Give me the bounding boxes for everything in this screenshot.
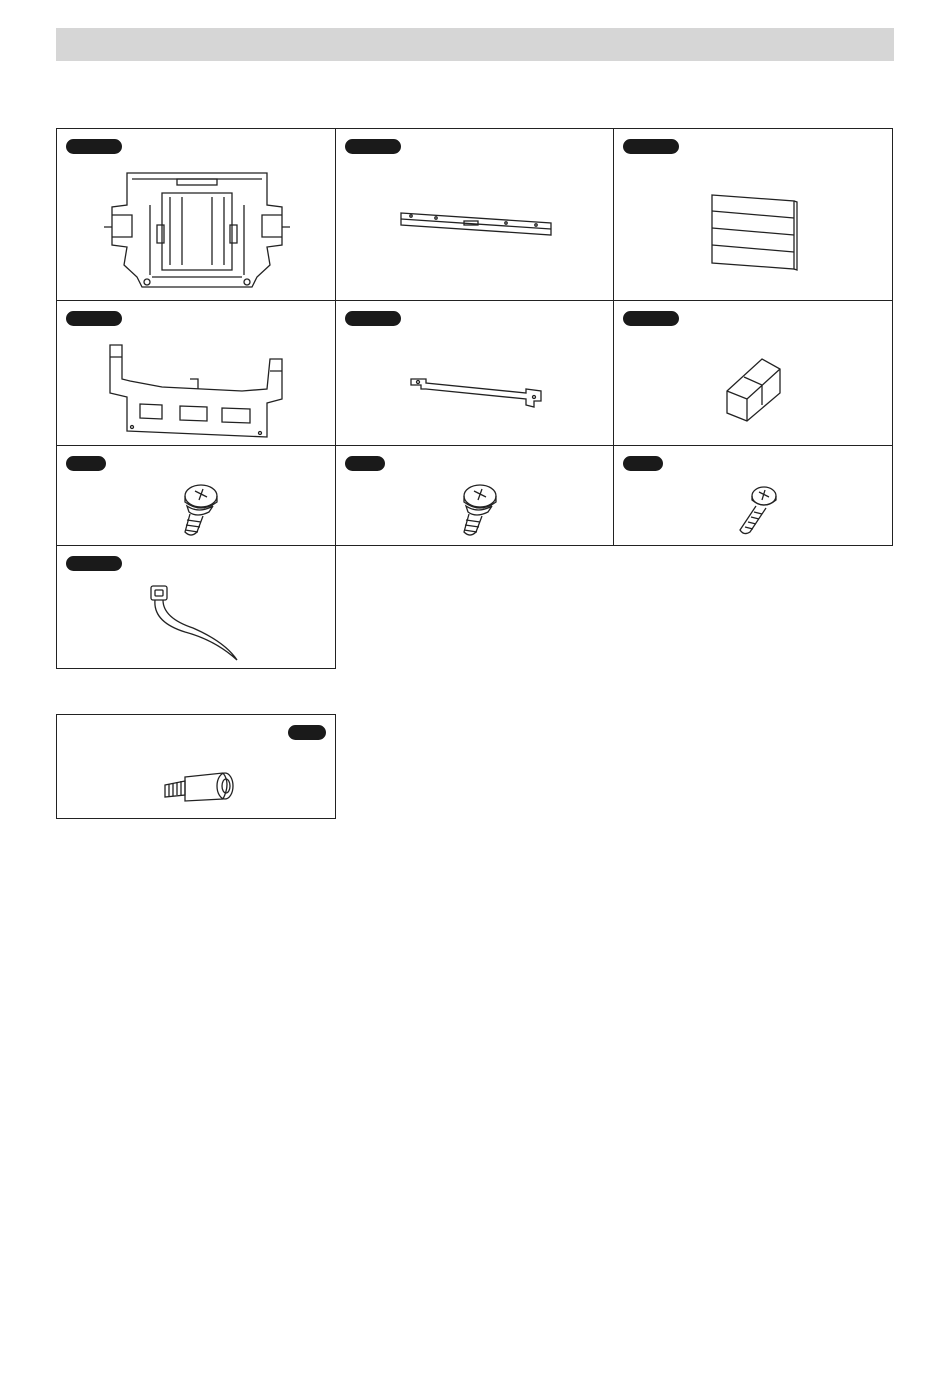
- part-badge: [345, 311, 401, 326]
- part-badge: [623, 456, 663, 471]
- part-cell-screw-b: [335, 445, 614, 546]
- part-cell-wall-bracket: [56, 128, 336, 301]
- optional-part-cell-spacer-bolt: [56, 714, 336, 819]
- part-cell-support-bar: [335, 300, 614, 446]
- hanging-bar-icon: [396, 207, 556, 247]
- spacer-block-icon: [722, 355, 787, 425]
- part-cell-lower-bracket: [56, 300, 336, 446]
- support-bar-icon: [406, 371, 546, 411]
- part-badge: [623, 139, 679, 154]
- part-cell-spacer-sheets: [613, 128, 893, 301]
- part-badge: [66, 311, 122, 326]
- part-badge: [288, 725, 326, 740]
- section-header-bar: [56, 28, 894, 61]
- cable-tie-icon: [145, 582, 245, 666]
- spacer-sheet-icon: [709, 191, 799, 271]
- part-badge: [345, 139, 401, 154]
- screw-icon: [454, 482, 499, 540]
- wall-mount-frame-icon: [102, 165, 292, 295]
- part-badge: [623, 311, 679, 326]
- part-cell-spacer-block: [613, 300, 893, 446]
- part-cell-hanging-bar: [335, 128, 614, 301]
- lower-bracket-icon: [102, 339, 297, 441]
- part-cell-screw-c: [613, 445, 893, 546]
- spacer-bolt-icon: [159, 769, 244, 809]
- part-badge: [66, 456, 106, 471]
- part-cell-screw-a: [56, 445, 336, 546]
- part-badge: [345, 456, 385, 471]
- part-cell-cable-tie: [56, 545, 336, 669]
- part-badge: [66, 139, 122, 154]
- screw-icon: [175, 482, 220, 540]
- long-screw-icon: [732, 484, 782, 539]
- part-badge: [66, 556, 122, 571]
